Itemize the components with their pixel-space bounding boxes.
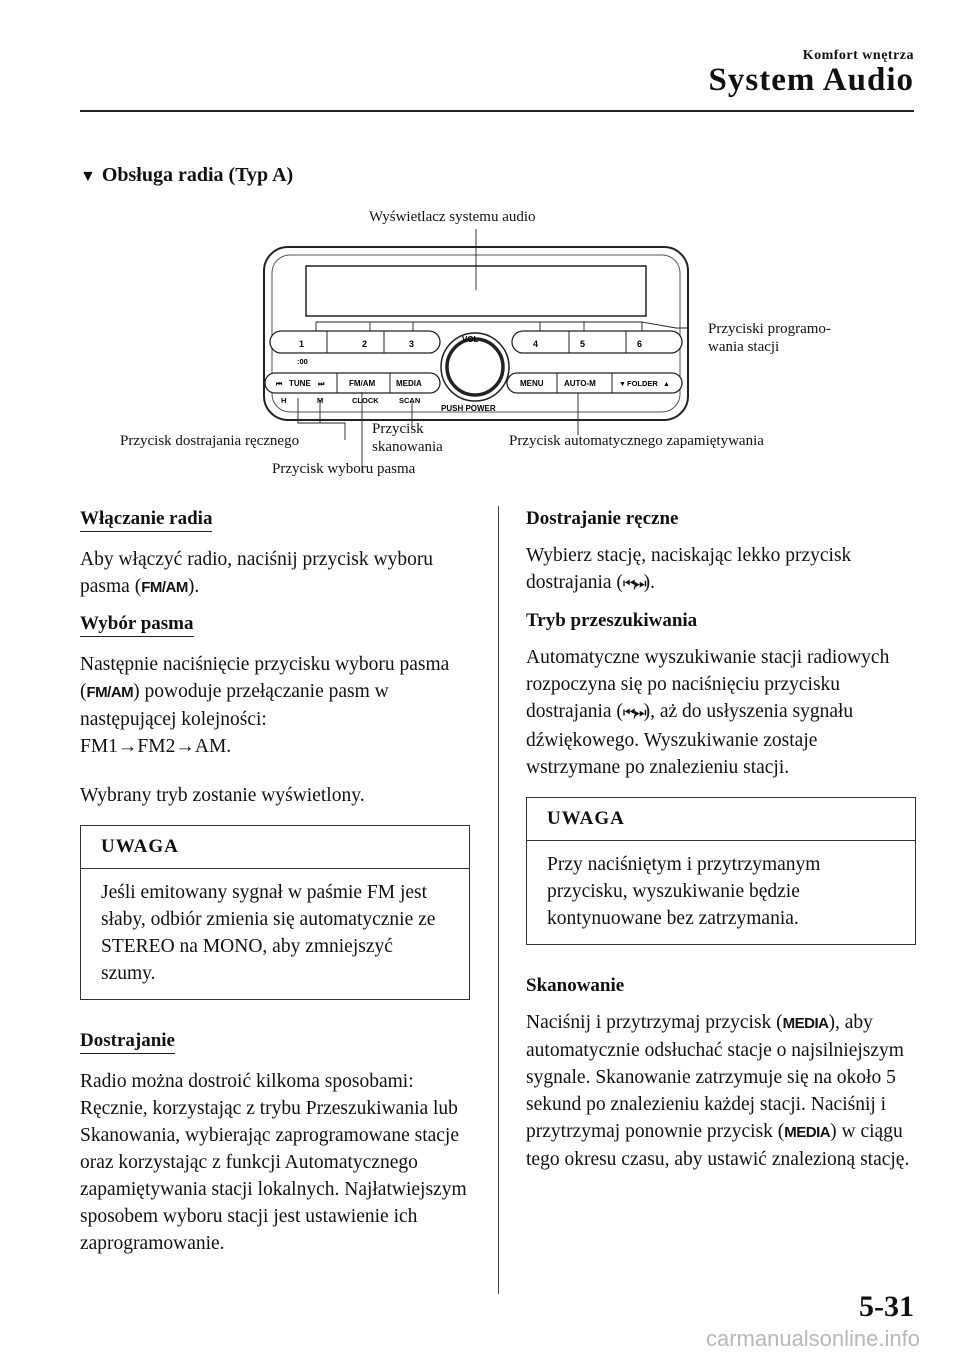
watermark: carmanualsonline.info [705,1326,920,1351]
preset-3-label: 3 [409,339,415,349]
column-divider [498,506,499,1294]
note-box-seek [526,797,916,945]
seek-buttons-icon: ⏮,⏭ [622,576,644,592]
note-title: UWAGA [81,826,469,869]
autom-label: AUTO-M [564,379,596,388]
label-scan-2: skanowania [372,439,443,455]
preset-2-label: 2 [362,339,368,349]
preset-6-label: 6 [637,339,643,349]
seek-back-icon: ⏮ [276,381,283,388]
scan-label: SCAN [399,396,421,405]
menu-label: MENU [520,379,544,388]
preset-4-label: 4 [533,339,539,349]
heading-seek-mode: Tryb przeszukiwania [526,610,698,631]
fmam-label: FM/AM [349,379,376,388]
paragraph-manual-tuning: Wybierz stację, naciskając lekko przycisk dostrajania (⏮,⏭). [526,545,852,593]
folder-label: FOLDER [627,379,658,388]
folder-up-icon: ▲ [663,381,670,388]
vol-label: VOL [462,335,479,344]
paragraph-band-select: Następnie naciśnięcie przycisku wyboru pasma (FM/AM) powoduje przełączanie pasm w następującej kolejności: FM1→FM2→AM. [80,654,450,757]
m-label: M [317,396,324,405]
heading-tuning: Dostrajanie [80,1030,175,1054]
paragraph-mode-shown: Wybrany tryb zostanie wyświetlony. [80,785,365,806]
section-title-text: Obsługa radia (Typ A) [101,164,294,186]
chapter-title: System Audio [708,62,914,98]
note-box-fm [80,825,470,1000]
media-label: MEDIA [396,379,422,388]
fmam-button-icon: FM/AM [86,684,134,701]
push-power-label: PUSH POWER [441,404,496,413]
media-button-icon: MEDIA [784,1124,831,1141]
h-label: H [281,396,287,405]
tune-label: TUNE [289,379,311,388]
page-number: 5-31 [859,1290,914,1323]
clock-label: CLOCK [352,396,379,405]
label-auto-memory: Przycisk automatycznego zapamiętywania [509,433,764,449]
note-body: Przy naciśniętym i przytrzymanym przycisku, wyszukiwanie będzie kontynuowane bez zatrzymania. [547,854,821,929]
preset-row-left [270,331,440,353]
seek-buttons-icon: ⏮,⏭ [622,705,644,721]
preset-5-label: 5 [580,339,586,349]
audio-unit-diagram [0,0,960,500]
label-manual-tune: Przycisk dostrajania ręcznego [120,433,300,449]
paragraph-tuning: Radio można dostroić kilkoma sposobami: Ręcznie, korzystając z trybu Przeszukiwania lub Skanowania, wybierając zaprogramowane stacje oraz korzystając z funkcji Automatycznego zapamiętywania stacji lokalnych. Najłatwiejszym sposobem wyboru stacji jest ustawienie ich zaprogramowanie. [80,1071,467,1254]
label-scan-1: Przycisk [372,421,424,437]
heading-scan: Skanowanie [526,975,625,996]
label-band-select: Przycisk wyboru pasma [272,461,416,477]
seek-forward-icon: ⏭ [318,381,325,388]
heading-band-select: Wybór pasma [80,613,194,637]
folder-down-icon: ▼ [619,381,626,388]
label-display: Wyświetlacz systemu audio [369,209,536,225]
label-preset-buttons-1: Przyciski programo- [708,321,831,337]
clock-00-label: :00 [297,357,308,366]
volume-knob [447,339,503,395]
heading-radio-on: Włączanie radia [80,508,212,532]
note-title: UWAGA [527,798,915,841]
preset-1-label: 1 [299,339,305,349]
fmam-button-icon: FM/AM [141,579,188,596]
media-button-icon: MEDIA [782,1015,829,1032]
label-preset-buttons-2: wania stacji [708,339,780,355]
paragraph-seek-mode: Automatyczne wyszukiwanie stacji radiowych rozpoczyna się po naciśnięciu przycisku dostrajania (⏮,⏭), aż do usłyszenia sygnału dźwiękowego. Wyszukiwanie zostaje wstrzymane po znalezieniu stacji. [526,647,890,778]
band-sequence: FM1→FM2→AM. [80,736,232,757]
chapter-subtitle: Komfort wnętrza [802,48,914,63]
triangle-marker-icon: ▼ [80,168,96,185]
paragraph-radio-on: Aby włączyć radio, naciśnij przycisk wyboru pasma (FM/AM). [80,549,434,597]
paragraph-scan: Naciśnij i przytrzymaj przycisk (MEDIA), aby automatycznie odsłuchać stacje o najsilniejszym sygnale. Skanowanie zatrzymuje się na około 5 sekund po znalezieniu każdej stacji. Naciśnij i przytrzymaj ponownie przycisk (MEDIA) w ciągu tego okresu czasu, aby ustawić znalezioną stację. [526,1012,910,1170]
note-body: Jeśli emitowany sygnał w paśmie FM jest słaby, odbiór zmienia się automatycznie ze STEREO na MONO, aby zmniejszyć szumy. [101,882,436,984]
left-column [80,508,470,1269]
right-column [526,508,916,1185]
heading-manual-tuning: Dostrajanie ręczne [526,508,679,529]
